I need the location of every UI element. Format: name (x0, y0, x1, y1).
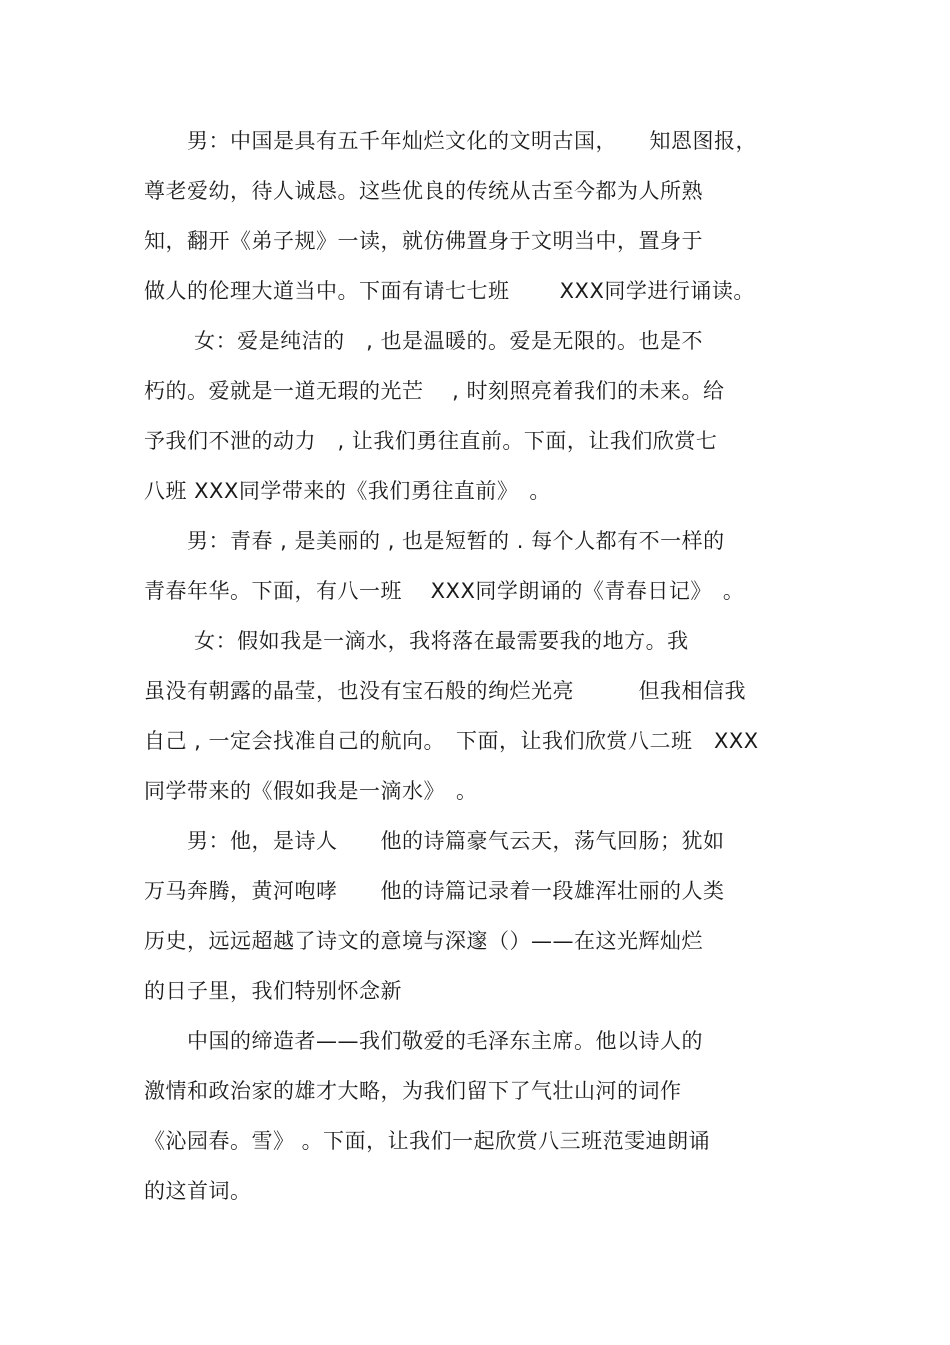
text-line: 女：爱是纯洁的 , 也是温暖的。爱是无限的。也是不 (144, 329, 704, 353)
text-line: 男：青春 , 是美丽的 , 也是短暂的 . 每个人都有不一样的 (144, 529, 725, 553)
text-line: 虽没有朝露的晶莹，也没有宝石般的绚烂光亮 但我相信我 (144, 679, 746, 703)
text-line: 男：中国是具有五千年灿烂文化的文明古国， 知恩图报， (144, 129, 757, 153)
text-line: 予我们不泄的动力 , 让我们勇往直前。下面，让我们欣赏七 (144, 429, 718, 453)
text-line: 做人的伦理大道当中。下面有请七七班 XXX同学进行诵读。 (144, 279, 755, 303)
text-line: 男：他，是诗人 他的诗篇豪气云天，荡气回肠；犹如 (144, 829, 725, 853)
text-line: 青春年华。下面，有八一班 XXX同学朗诵的《青春日记》 。 (144, 579, 745, 603)
text-line: 自己 , 一定会找准自己的航向。 下面，让我们欣赏八二班 XXX (144, 729, 759, 753)
text-line: 八班 XXX同学带来的《我们勇往直前》 。 (144, 479, 551, 503)
text-line: 的这首词。 (144, 1179, 252, 1203)
text-line: 女：假如我是一滴水，我将落在最需要我的地方。我 (144, 629, 689, 653)
text-line: 中国的缔造者——我们敬爱的毛泽东主席。他以诗人的 (144, 1029, 703, 1053)
text-line: 的日子里，我们特别怀念新 (144, 979, 402, 1003)
text-line: 尊老爱幼，待人诚恳。这些优良的传统从古至今都为人所熟 (144, 179, 703, 203)
text-line: 知，翻开《弟子规》一读，就仿佛置身于文明当中，置身于 (144, 229, 703, 253)
text-line: 《沁园春。雪》 。下面，让我们一起欣赏八三班范雯迪朗诵 (144, 1129, 711, 1153)
text-line: 同学带来的《假如我是一滴水》 。 (144, 779, 478, 803)
text-line: 万马奔腾，黄河咆哮 他的诗篇记录着一段雄浑壮丽的人类 (144, 879, 725, 903)
text-line: 朽的。爱就是一道无瑕的光芒 , 时刻照亮着我们的未来。给 (144, 379, 725, 403)
text-line: 历史，远远超越了诗文的意境与深邃（）——在这光辉灿烂 (144, 929, 703, 953)
text-line: 激情和政治家的雄才大略，为我们留下了气壮山河的词作 (144, 1079, 682, 1103)
